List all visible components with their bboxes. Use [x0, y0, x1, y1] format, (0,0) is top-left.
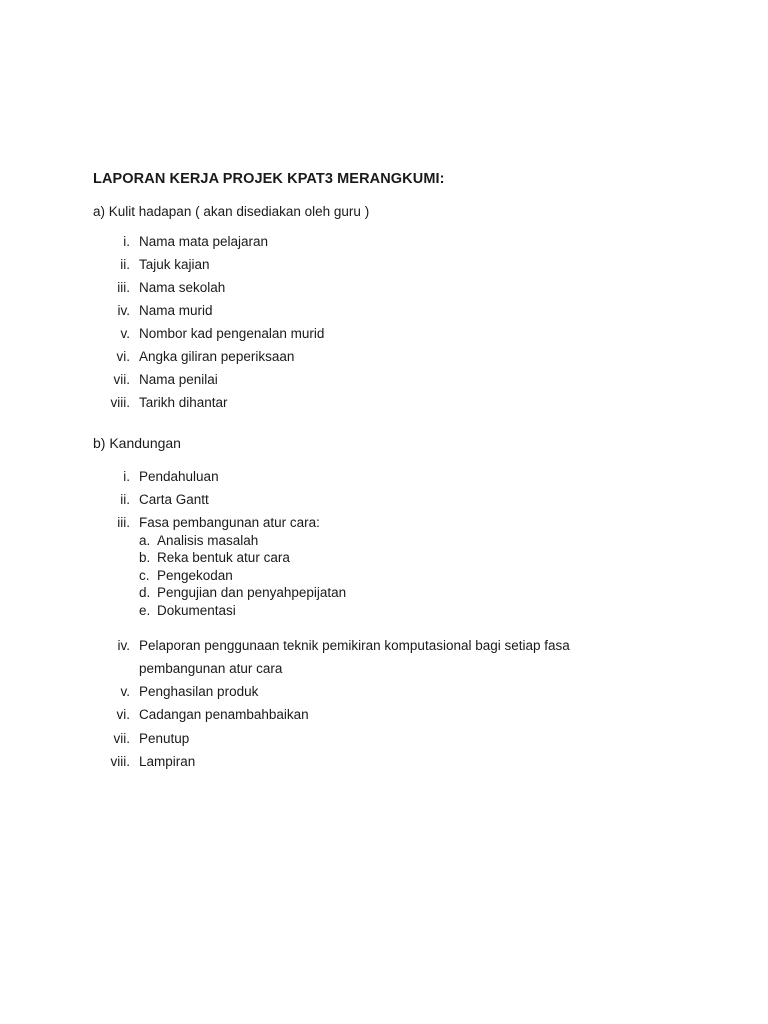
sub-list-item: [0, 585, 768, 602]
sub-list-item-text: Analisis masalah: [157, 533, 259, 548]
list-item: [0, 707, 768, 725]
list-item-text: Nama murid: [139, 303, 213, 318]
list-item-text: Angka giliran peperiksaan: [139, 349, 295, 364]
list-item-text: Penutup: [139, 731, 190, 746]
list-item-text: Fasa pembangunan atur cara:: [139, 515, 320, 530]
list-item: [0, 257, 768, 275]
sub-list-item-text: Dokumentasi: [157, 603, 236, 618]
list-item-text: Cadangan penambahbaikan: [139, 707, 309, 722]
list-item: [0, 754, 768, 772]
list-item: [0, 326, 768, 344]
list-item-number: ii.: [120, 492, 130, 507]
list-item: [0, 684, 768, 702]
sub-list-item-letter: d.: [139, 585, 151, 600]
sub-list-item-text: Pengekodan: [157, 568, 233, 583]
sub-list-item-letter: a.: [139, 533, 151, 548]
list-item-text: Lampiran: [139, 754, 196, 769]
list-item-number: iii.: [117, 280, 130, 295]
list-item-number: vi.: [116, 707, 130, 722]
list-item-continuation-text: pembangunan atur cara: [139, 661, 283, 676]
list-item: [0, 469, 768, 487]
list-item: [0, 349, 768, 367]
list-item-text: Tarikh dihantar: [139, 395, 228, 410]
list-item: [0, 303, 768, 321]
list-item-text: Carta Gantt: [139, 492, 209, 507]
section-b-heading: b) Kandungan: [93, 435, 181, 451]
list-item: [0, 515, 768, 533]
list-item-number: i.: [123, 469, 130, 484]
list-item-number: v.: [120, 684, 130, 699]
list-item: [0, 280, 768, 298]
list-item-number: viii.: [110, 395, 130, 410]
list-item: [0, 395, 768, 413]
list-item-number: iv.: [117, 303, 130, 318]
list-item-continuation: [0, 661, 768, 679]
sub-list-item-letter: e.: [139, 603, 151, 618]
list-item-number: ii.: [120, 257, 130, 272]
list-item-text: Nama sekolah: [139, 280, 226, 295]
sub-list-item-text: Pengujian dan penyahpepijatan: [157, 585, 347, 600]
section-a-heading: a) Kulit hadapan ( akan disediakan oleh guru ): [93, 204, 370, 219]
list-item-number: v.: [120, 326, 130, 341]
list-item-text: Tajuk kajian: [139, 257, 210, 272]
list-item-number: i.: [123, 234, 130, 249]
list-item-text: Nombor kad pengenalan murid: [139, 326, 325, 341]
list-item-text: Nama penilai: [139, 372, 218, 387]
list-item: [0, 492, 768, 510]
list-item: [0, 372, 768, 390]
list-item-number: iv.: [117, 638, 130, 653]
list-item-number: iii.: [117, 515, 130, 530]
list-item: [0, 638, 768, 656]
sub-list-item: [0, 533, 768, 550]
list-item-number: viii.: [110, 754, 130, 769]
sub-list-item: [0, 568, 768, 585]
list-item: [0, 731, 768, 749]
list-item-number: vi.: [116, 349, 130, 364]
list-item-text: Penghasilan produk: [139, 684, 259, 699]
list-item-text: Pelaporan penggunaan teknik pemikiran komputasional bagi setiap fasa: [139, 638, 570, 653]
list-item-number: vii.: [113, 731, 130, 746]
sub-list-item: [0, 603, 768, 620]
list-item-number: vii.: [113, 372, 130, 387]
list-item: [0, 234, 768, 252]
sub-list-item-text: Reka bentuk atur cara: [157, 550, 290, 565]
sub-list-item-letter: c.: [139, 568, 150, 583]
sub-list-item: [0, 550, 768, 567]
list-item-text: Nama mata pelajaran: [139, 234, 269, 249]
document-title: LAPORAN KERJA PROJEK KPAT3 MERANGKUMI:: [93, 171, 445, 187]
list-item-text: Pendahuluan: [139, 469, 219, 484]
sub-list-item-letter: b.: [139, 550, 151, 565]
